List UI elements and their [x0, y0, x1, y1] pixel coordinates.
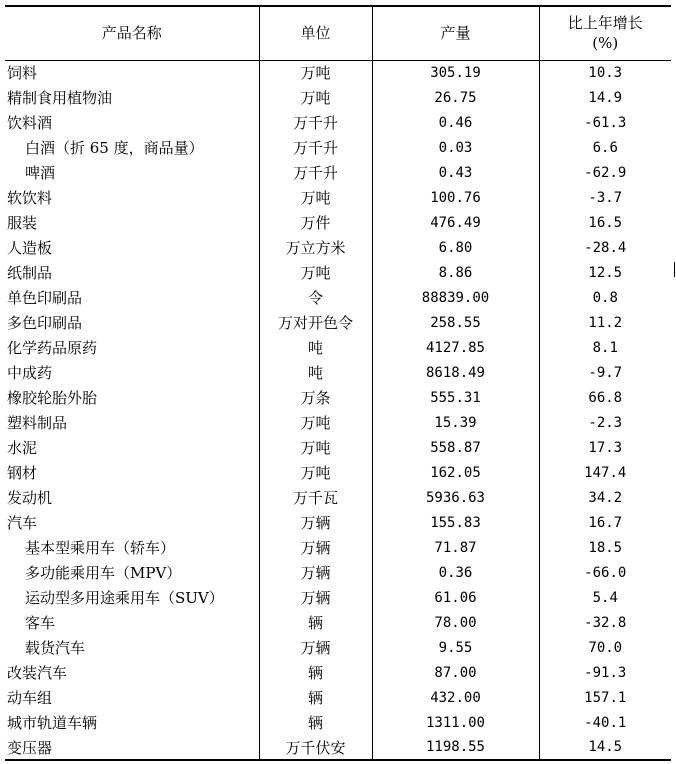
- product-name-cell: 塑料制品: [5, 410, 259, 435]
- growth-cell: -61.3: [539, 110, 671, 135]
- unit-cell: 万千升: [259, 160, 372, 185]
- output-cell: 71.87: [372, 535, 539, 560]
- table-row: [5, 260, 671, 285]
- table-row: [5, 235, 671, 260]
- header-growth-unit: (%): [592, 34, 619, 53]
- output-cell: 155.83: [372, 510, 539, 535]
- output-cell: 162.05: [372, 460, 539, 485]
- table-row: [5, 560, 671, 585]
- growth-cell: -2.3: [539, 410, 671, 435]
- product-name-cell: 多功能乘用车（MPV）: [5, 560, 259, 585]
- output-cell: 61.06: [372, 585, 539, 610]
- output-cell: 5936.63: [372, 485, 539, 510]
- unit-cell: 吨: [259, 360, 372, 385]
- output-cell: 9.55: [372, 635, 539, 660]
- table-row: [5, 535, 671, 560]
- growth-cell: 34.2: [539, 485, 671, 510]
- margin-mark: [674, 262, 675, 277]
- unit-cell: 万千升: [259, 135, 372, 160]
- output-cell: 6.80: [372, 235, 539, 260]
- unit-cell: 万吨: [259, 435, 372, 460]
- product-name-cell: 发动机: [5, 485, 259, 510]
- table-row: [5, 660, 671, 685]
- product-name-cell: 人造板: [5, 235, 259, 260]
- product-name-cell: 中成药: [5, 360, 259, 385]
- table-row: [5, 335, 671, 360]
- output-cell: 476.49: [372, 210, 539, 235]
- unit-cell: 辆: [259, 660, 372, 685]
- table-header: [5, 6, 671, 60]
- unit-cell: 万立方米: [259, 235, 372, 260]
- product-name-cell: 饮料酒: [5, 110, 259, 135]
- unit-cell: 万吨: [259, 185, 372, 210]
- table-row: [5, 635, 671, 660]
- output-cell: 558.87: [372, 435, 539, 460]
- unit-cell: 万辆: [259, 585, 372, 610]
- output-cell: 100.76: [372, 185, 539, 210]
- growth-cell: 16.7: [539, 510, 671, 535]
- table-row: [5, 385, 671, 410]
- table-row: [5, 185, 671, 210]
- unit-cell: 万辆: [259, 510, 372, 535]
- table-row: [5, 710, 671, 735]
- growth-cell: -40.1: [539, 710, 671, 735]
- growth-cell: -62.9: [539, 160, 671, 185]
- output-cell: 0.43: [372, 160, 539, 185]
- product-name-cell: 变压器: [5, 735, 259, 760]
- header-row: [5, 6, 671, 60]
- growth-cell: 66.8: [539, 385, 671, 410]
- unit-cell: 万吨: [259, 410, 372, 435]
- table-row: [5, 460, 671, 485]
- unit-cell: 万件: [259, 210, 372, 235]
- table-row: [5, 435, 671, 460]
- growth-cell: 0.8: [539, 285, 671, 310]
- table-row: [5, 735, 671, 760]
- unit-cell: 令: [259, 285, 372, 310]
- growth-cell: -9.7: [539, 360, 671, 385]
- unit-cell: 万吨: [259, 260, 372, 285]
- output-cell: 8.86: [372, 260, 539, 285]
- unit-cell: 万千伏安: [259, 735, 372, 760]
- product-name-cell: 白酒（折 65 度，商品量）: [5, 135, 259, 160]
- output-cell: 0.46: [372, 110, 539, 135]
- product-name-cell: 客车: [5, 610, 259, 635]
- growth-cell: 6.6: [539, 135, 671, 160]
- product-name-cell: 汽车: [5, 510, 259, 535]
- product-name-cell: 城市轨道车辆: [5, 710, 259, 735]
- unit-cell: 万吨: [259, 85, 372, 110]
- growth-cell: 157.1: [539, 685, 671, 710]
- product-name-cell: 啤酒: [5, 160, 259, 185]
- unit-cell: 万辆: [259, 635, 372, 660]
- header-unit: 单位: [259, 6, 372, 60]
- product-name-cell: 单色印刷品: [5, 285, 259, 310]
- product-name-cell: 改装汽车: [5, 660, 259, 685]
- growth-cell: -32.8: [539, 610, 671, 635]
- table-row: [5, 585, 671, 610]
- unit-cell: 辆: [259, 685, 372, 710]
- product-name-cell: 橡胶轮胎外胎: [5, 385, 259, 410]
- table-row: [5, 60, 671, 85]
- table-row: [5, 685, 671, 710]
- unit-cell: 万千升: [259, 110, 372, 135]
- growth-cell: 14.5: [539, 735, 671, 760]
- unit-cell: 万吨: [259, 60, 372, 85]
- growth-cell: -3.7: [539, 185, 671, 210]
- output-cell: 305.19: [372, 60, 539, 85]
- output-cell: 87.00: [372, 660, 539, 685]
- growth-cell: 14.9: [539, 85, 671, 110]
- product-name-cell: 软饮料: [5, 185, 259, 210]
- growth-cell: 16.5: [539, 210, 671, 235]
- product-name-cell: 多色印刷品: [5, 310, 259, 335]
- unit-cell: 万千瓦: [259, 485, 372, 510]
- header-output: 产量: [372, 6, 539, 60]
- growth-cell: -66.0: [539, 560, 671, 585]
- product-name-cell: 纸制品: [5, 260, 259, 285]
- table-body: [5, 60, 671, 760]
- table-row: [5, 610, 671, 635]
- output-cell: 555.31: [372, 385, 539, 410]
- unit-cell: 万对开色令: [259, 310, 372, 335]
- product-name-cell: 饲料: [5, 60, 259, 85]
- output-cell: 1198.55: [372, 735, 539, 760]
- unit-cell: 吨: [259, 335, 372, 360]
- product-name-cell: 水泥: [5, 435, 259, 460]
- table-row: [5, 410, 671, 435]
- table-row: [5, 485, 671, 510]
- growth-cell: 10.3: [539, 60, 671, 85]
- growth-cell: 11.2: [539, 310, 671, 335]
- growth-cell: -91.3: [539, 660, 671, 685]
- table-row: [5, 160, 671, 185]
- table-row: [5, 510, 671, 535]
- output-cell: 1311.00: [372, 710, 539, 735]
- unit-cell: 万吨: [259, 460, 372, 485]
- unit-cell: 万条: [259, 385, 372, 410]
- table-row: [5, 210, 671, 235]
- unit-cell: 万辆: [259, 535, 372, 560]
- output-cell: 0.36: [372, 560, 539, 585]
- output-cell: 78.00: [372, 610, 539, 635]
- growth-cell: 18.5: [539, 535, 671, 560]
- product-name-cell: 服装: [5, 210, 259, 235]
- output-cell: 88839.00: [372, 285, 539, 310]
- output-cell: 26.75: [372, 85, 539, 110]
- growth-cell: 5.4: [539, 585, 671, 610]
- table-row: [5, 135, 671, 160]
- growth-cell: 8.1: [539, 335, 671, 360]
- unit-cell: 万辆: [259, 560, 372, 585]
- growth-cell: -28.4: [539, 235, 671, 260]
- product-name-cell: 基本型乘用车（轿车）: [5, 535, 259, 560]
- product-output-table: [5, 5, 671, 761]
- product-name-cell: 动车组: [5, 685, 259, 710]
- product-name-cell: 钢材: [5, 460, 259, 485]
- output-cell: 4127.85: [372, 335, 539, 360]
- table-row: [5, 360, 671, 385]
- header-growth: [539, 6, 671, 60]
- output-cell: 258.55: [372, 310, 539, 335]
- growth-cell: 12.5: [539, 260, 671, 285]
- output-cell: 8618.49: [372, 360, 539, 385]
- table-row: [5, 110, 671, 135]
- growth-cell: 70.0: [539, 635, 671, 660]
- header-product-name: 产品名称: [5, 6, 259, 60]
- header-growth-label: 比上年增长: [567, 14, 643, 33]
- output-cell: 432.00: [372, 685, 539, 710]
- product-name-cell: 精制食用植物油: [5, 85, 259, 110]
- table-row: [5, 310, 671, 335]
- product-name-cell: 载货汽车: [5, 635, 259, 660]
- product-name-cell: 化学药品原药: [5, 335, 259, 360]
- table-row: [5, 285, 671, 310]
- growth-cell: 17.3: [539, 435, 671, 460]
- product-name-cell: 运动型多用途乘用车（SUV）: [5, 585, 259, 610]
- table-row: [5, 85, 671, 110]
- unit-cell: 辆: [259, 710, 372, 735]
- unit-cell: 辆: [259, 610, 372, 635]
- output-cell: 0.03: [372, 135, 539, 160]
- growth-cell: 147.4: [539, 460, 671, 485]
- output-cell: 15.39: [372, 410, 539, 435]
